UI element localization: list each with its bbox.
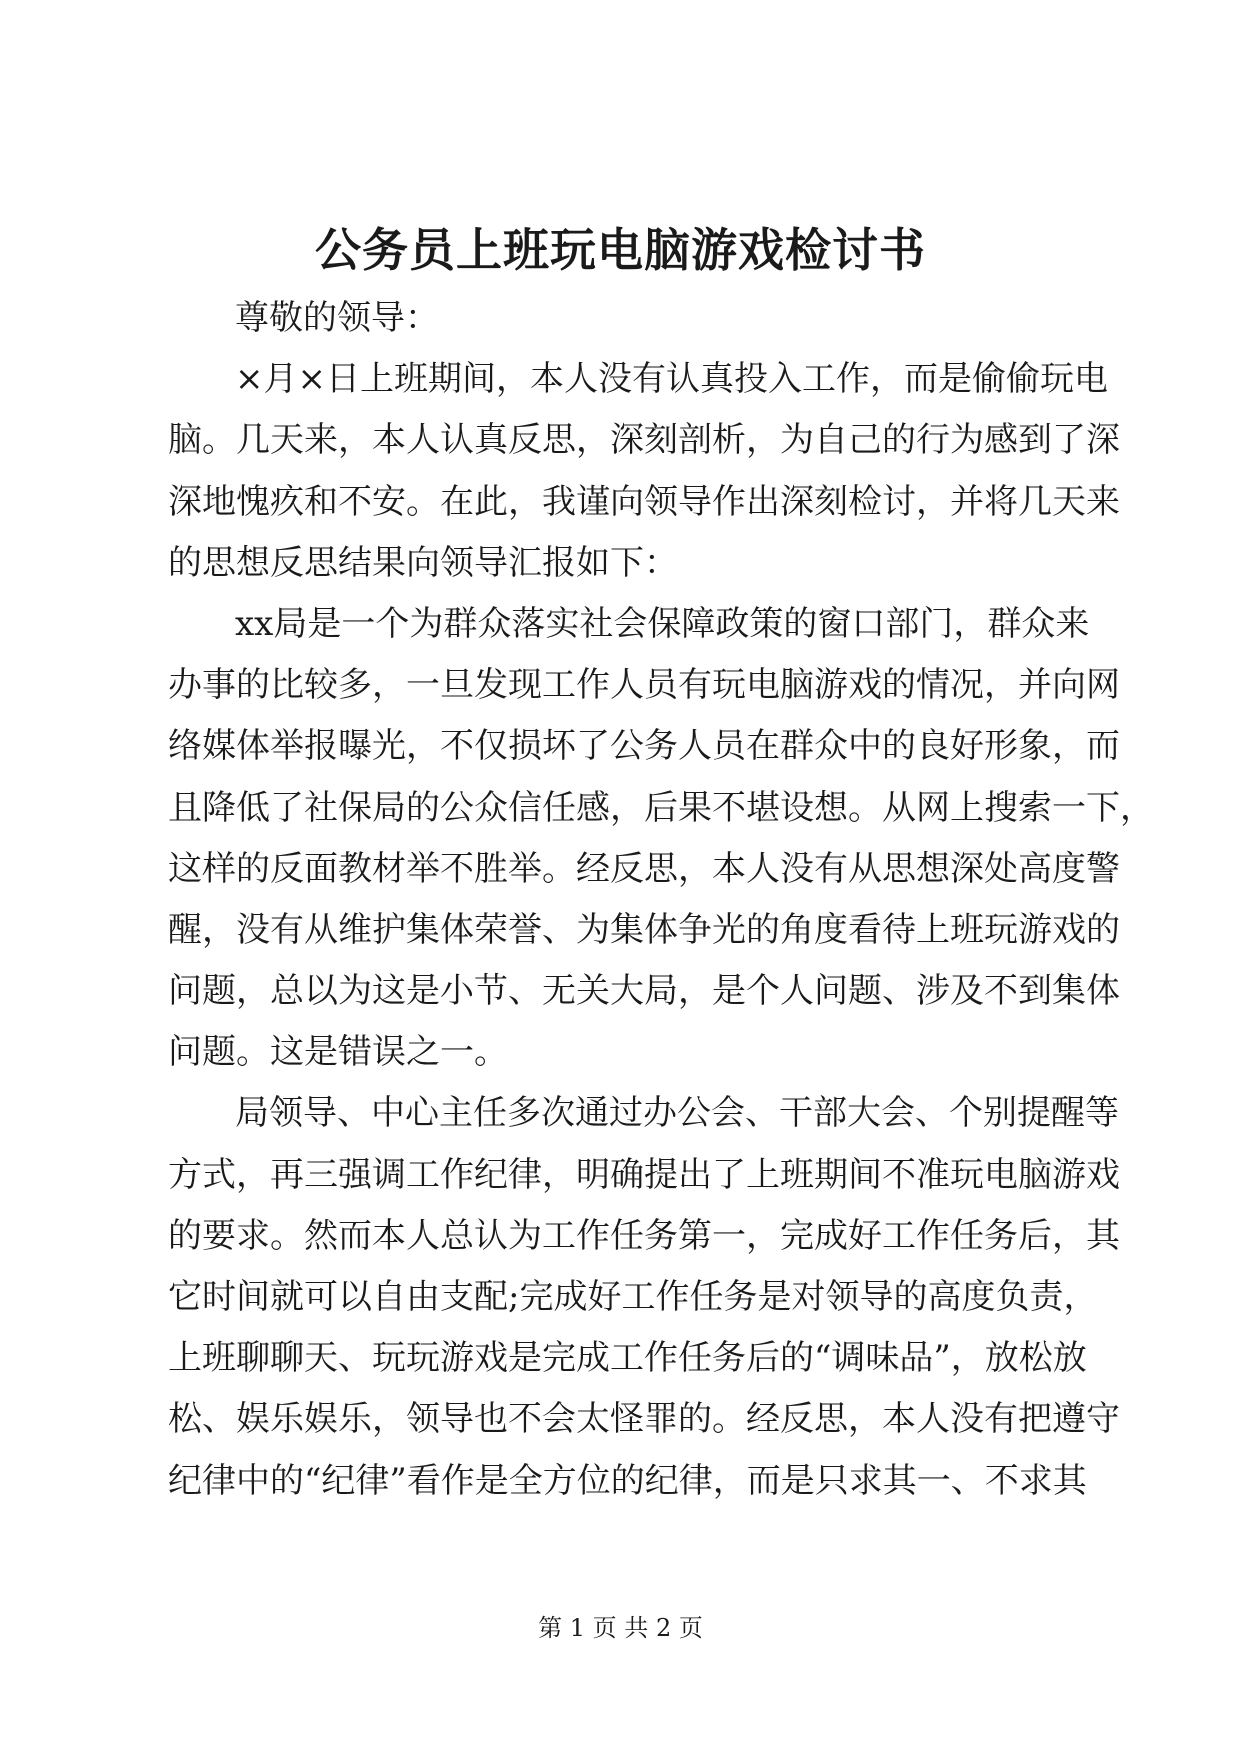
salutation: 尊敬的领导： xyxy=(235,298,439,338)
paragraph-line: 方式，再三强调工作纪律，明确提出了上班期间不准玩电脑游戏 xyxy=(168,1154,1120,1195)
paragraph-line: 络媒体举报曝光，不仅损坏了公务人员在群众中的良好形象，而 xyxy=(168,726,1120,767)
paragraph-line: 的思想反思结果向领导汇报如下： xyxy=(168,542,678,583)
paragraph-line: ×月×日上班期间，本人没有认真投入工作，而是偷偷玩电 xyxy=(235,359,1108,400)
page-number-footer: 第 1 页 共 2 页 xyxy=(538,1614,703,1642)
paragraph-line: 上班聊聊天、玩玩游戏是完成工作任务后的“调味品”，放松放 xyxy=(168,1338,1087,1379)
paragraph-line: 办事的比较多，一旦发现工作人员有玩电脑游戏的情况，并向网 xyxy=(168,665,1120,706)
paragraph-line: 问题。这是错误之一。 xyxy=(168,1032,508,1073)
paragraph-line: 脑。几天来，本人认真反思，深刻剖析，为自己的行为感到了深 xyxy=(168,420,1120,461)
paragraph-line: 的要求。然而本人总认为工作任务第一，完成好工作任务后，其 xyxy=(168,1215,1120,1256)
paragraph-line: 它时间就可以自由支配;完成好工作任务是对领导的高度负责， xyxy=(168,1277,1098,1317)
paragraph-line: 这样的反面教材举不胜举。经反思，本人没有从思想深处高度警 xyxy=(168,848,1120,889)
paragraph-line: 醒，没有从维护集体荣誉、为集体争光的角度看待上班玩游戏的 xyxy=(168,909,1120,950)
paragraph-line: 问题，总以为这是小节、无关大局，是个人问题、涉及不到集体 xyxy=(168,971,1120,1012)
paragraph-line: 且降低了社保局的公众信任感，后果不堪设想。从网上搜索一下， xyxy=(168,787,1154,828)
paragraph-line: 局领导、中心主任多次通过办公会、干部大会、个别提醒等 xyxy=(235,1093,1119,1134)
paragraph-line: 纪律中的“纪律”看作是全方位的纪律，而是只求其一、不求其 xyxy=(168,1460,1087,1501)
paragraph-line: xx局是一个为群众落实社会保障政策的窗口部门，群众来 xyxy=(235,603,1090,644)
paragraph-line: 松、娱乐娱乐，领导也不会太怪罪的。经反思，本人没有把遵守 xyxy=(168,1399,1120,1440)
paragraph-line: 深地愧疚和不安。在此，我谨向领导作出深刻检讨，并将几天来 xyxy=(168,481,1120,522)
document-body xyxy=(168,288,1154,1512)
document-title: 公务员上班玩电脑游戏检讨书 xyxy=(315,223,926,277)
